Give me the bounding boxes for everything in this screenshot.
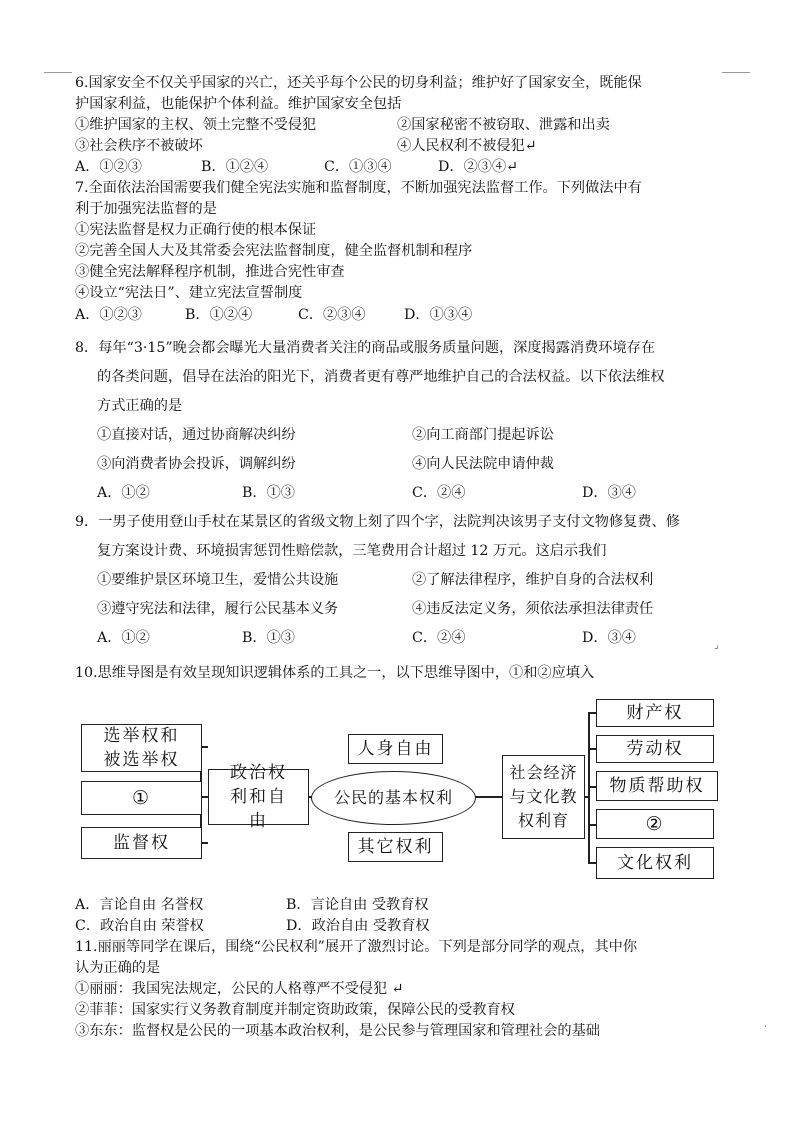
q10-option-c[interactable]: C．政治自由 荣誉权	[75, 918, 204, 934]
paragraph-mark: ⌟	[714, 640, 719, 651]
q9-option-b[interactable]: B．①③	[242, 630, 295, 646]
q7-option-d[interactable]: D．①③④	[404, 307, 473, 323]
q7-statement-4: ④设立“宪法日”、建立宪法宣誓制度	[75, 285, 303, 301]
q7-option-a[interactable]: A．①②③	[75, 307, 142, 323]
q9-statement-4: ④违反法定义务，须依法承担法律责任	[412, 601, 654, 617]
q11-statement-1: ①丽丽：我国宪法规定，公民的人格尊严不受侵犯 ↵	[75, 981, 404, 997]
q7-option-b[interactable]: B．①②④	[185, 307, 253, 323]
q9-stem-line2: 复方案设计费、环境损害惩罚性赔偿款，三笔费用合计超过 12 万元。这启示我们	[97, 543, 607, 559]
mindmap-right-node: 社会经济与文化教权利育	[502, 755, 585, 839]
mindmap-right-item-4-blank: ②	[596, 809, 714, 839]
q9-stem-line1: 9．一男子使用登山手杖在某景区的省级文物上刻了四个字，法院判决该男子支付文物修复费、修	[75, 514, 680, 530]
q9-option-d[interactable]: D．③④	[582, 630, 636, 646]
mindmap-connector	[588, 862, 596, 864]
mindmap-connector	[588, 748, 596, 750]
q8-stem-line1: 8．每年“3·15”晚会都会曝光大量消费者关注的商品或服务质量问题，深度揭露消费环境存在	[75, 340, 656, 356]
q11-stem-line2: 认为正确的是	[75, 960, 161, 976]
q8-stem-line2: 的各类问题，倡导在法治的阳光下，消费者更有尊严地维护自己的合法权益。以下依法维权	[97, 369, 665, 385]
mindmap-connector	[588, 824, 596, 826]
q11-stem-line1: 11.丽丽等同学在课后，围绕“公民权利”展开了激烈讨论。下列是部分同学的观点，其中你	[75, 939, 638, 955]
mindmap-bottom-node: 其它权利	[348, 832, 443, 862]
edge-dot: ·	[764, 1022, 768, 1033]
mindmap-connector	[588, 712, 590, 864]
q8-option-d[interactable]: D．③④	[582, 485, 636, 501]
q10-option-d[interactable]: D．政治自由 受教育权	[286, 918, 430, 934]
mindmap-right-item-5: 文化权利	[596, 847, 714, 879]
mindmap-connector	[588, 712, 596, 714]
page-corner-mark-right	[722, 72, 750, 73]
q8-stem-line3: 方式正确的是	[97, 398, 183, 414]
q6-statement-2: ②国家秘密不被窃取、泄露和出卖	[397, 117, 610, 133]
mindmap-center-node: 公民的基本权利	[311, 771, 476, 825]
q7-stem-line1: 7.全面依法治国需要我们健全宪法实施和监督制度，不断加强宪法监督工作。下列做法中有	[75, 180, 642, 196]
mindmap-connector	[474, 796, 502, 798]
q6-option-a[interactable]: A．①②③	[75, 159, 142, 175]
mindmap-top-node: 人身自由	[348, 734, 443, 764]
q10-option-b[interactable]: B．言论自由 受教育权	[286, 897, 429, 913]
q9-option-a[interactable]: A．①②	[97, 630, 150, 646]
q10-stem-line1: 10.思维导图是有效呈现知识逻辑体系的工具之一，以下思维导图中，①和②应填入	[75, 665, 595, 681]
q7-statement-1: ①宪法监督是权力正确行使的根本保证	[75, 222, 317, 238]
mindmap-right-item-1: 财产权	[596, 699, 714, 727]
q7-stem-line2: 利于加强宪法监督的是	[75, 201, 217, 217]
q8-statement-3: ③向消费者协会投诉，调解纠纷	[97, 456, 296, 472]
q7-statement-2: ②完善全国人大及其常委会宪法监督制度，健全监督机制和程序	[75, 243, 473, 259]
q9-option-c[interactable]: C．②④	[412, 630, 466, 646]
mindmap-left-node: 政治权利和自由	[208, 769, 309, 825]
q6-statement-4: ④人民权利不被侵犯↵	[397, 138, 537, 154]
mindmap-connector	[588, 786, 596, 788]
q6-stem-line2: 护国家利益，也能保护个体利益。维护国家安全包括	[75, 96, 402, 112]
q8-option-c[interactable]: C．②④	[412, 485, 466, 501]
q8-option-a[interactable]: A．①②	[97, 485, 150, 501]
q8-statement-1: ①直接对话，通过协商解决纠纷	[97, 427, 296, 443]
q9-statement-2: ②了解法律程序，维护自身的合法权利	[412, 572, 654, 588]
q9-statement-1: ①要维护景区环境卫生，爱惜公共设施	[97, 572, 339, 588]
q6-statement-1: ①维护国家的主权、领土完整不受侵犯	[75, 117, 317, 133]
q8-option-b[interactable]: B．①③	[242, 485, 295, 501]
q6-option-d[interactable]: D．②③④↵	[438, 159, 519, 175]
mindmap-right-item-3: 物质帮助权	[596, 771, 718, 801]
mindmap-left-item-2-blank: ①	[81, 781, 202, 815]
q8-statement-2: ②向工商部门提起诉讼	[412, 427, 554, 443]
q6-option-b[interactable]: B．①②④	[201, 159, 269, 175]
q6-option-c[interactable]: C．①③④	[324, 159, 392, 175]
q9-statement-3: ③遵守宪法和法律，履行公民基本义务	[97, 601, 339, 617]
q7-option-c[interactable]: C．②③④	[298, 307, 366, 323]
q11-statement-3: ③东东：监督权是公民的一项基本政治权利，是公民参与管理国家和管理社会的基础	[75, 1023, 600, 1039]
q7-statement-3: ③健全宪法解释程序机制，推进合宪性审查	[75, 264, 345, 280]
q8-statement-4: ④向人民法院申请仲裁	[412, 456, 554, 472]
mindmap-right-item-2: 劳动权	[596, 735, 714, 763]
mindmap-left-item-3: 监督权	[81, 827, 202, 859]
mindmap-left-item-1: 选举权和被选举权	[81, 724, 202, 772]
q11-statement-2: ②菲菲：国家实行义务教育制度并制定资助政策，保障公民的受教育权	[75, 1002, 515, 1018]
q6-statement-3: ③社会秩序不被破坏	[75, 138, 203, 154]
page-corner-mark-left	[44, 72, 72, 73]
q10-option-a[interactable]: A．言论自由 名誉权	[75, 897, 204, 913]
q6-stem-line1: 6.国家安全不仅关乎国家的兴亡，还关乎每个公民的切身利益；维护好了国家安全，既能保	[75, 75, 642, 91]
